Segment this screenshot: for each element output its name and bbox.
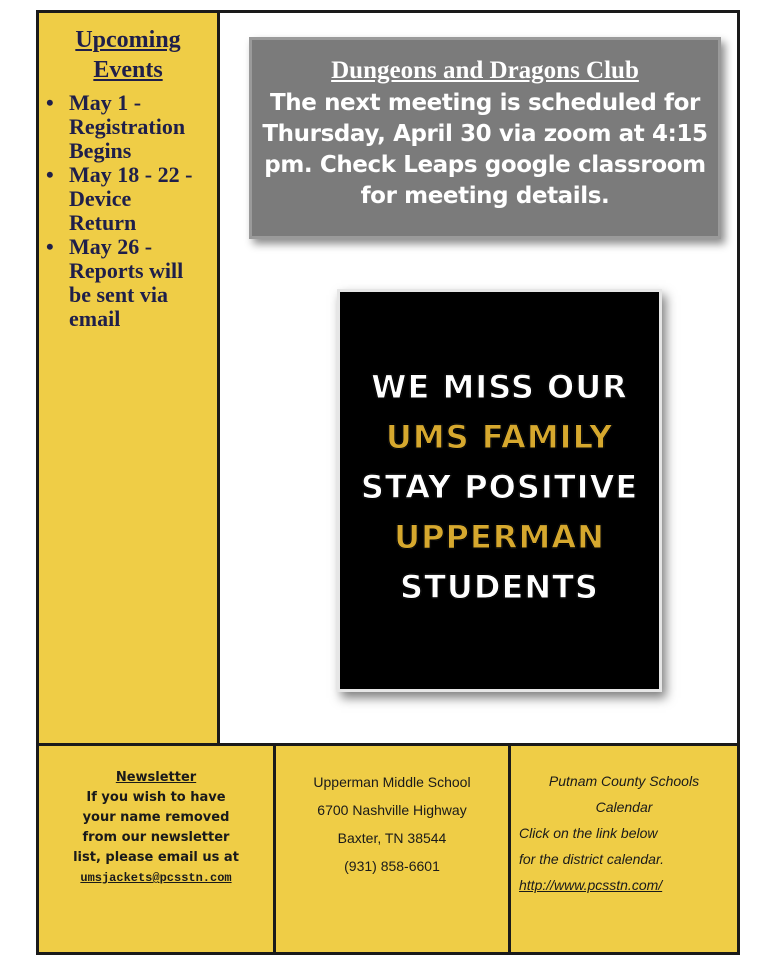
announcement-body: The next meeting is scheduled for Thursday, April 30 via zoom at 4:15 pm. Check Leaps google classroom for meeting details. — [262, 90, 708, 209]
event-line: Device — [69, 186, 132, 211]
event-line: Return — [69, 210, 137, 235]
sidebar-title-line2: Events — [93, 57, 163, 83]
event-line: Reports will — [69, 258, 184, 283]
event-item — [43, 235, 219, 331]
address-line: (931) 858-6601 — [344, 858, 440, 874]
newsletter-email-link[interactable]: umsjackets@pcsstn.com — [80, 871, 232, 885]
calendar-section — [511, 746, 737, 952]
miss-our-family-poster — [337, 289, 662, 692]
sidebar-title-line1: Upcoming — [75, 27, 181, 53]
sidebar-title — [39, 25, 217, 85]
calendar-title-line2: Calendar — [595, 799, 653, 815]
poster-line: WE MISS OUR — [371, 368, 628, 406]
newsletter-line: If you wish to have — [86, 790, 226, 805]
address-section — [276, 746, 511, 952]
address-line: 6700 Nashville Highway — [317, 802, 467, 818]
footer — [39, 743, 737, 952]
events-list — [43, 91, 219, 331]
bullet-icon: • — [46, 162, 54, 187]
newsletter-line: your name removed — [82, 810, 230, 825]
poster-line: UMS FAMILY — [385, 418, 614, 456]
newsletter-line: from our newsletter — [82, 830, 230, 845]
address-line: Upperman Middle School — [313, 774, 471, 790]
club-announcement — [249, 37, 721, 239]
event-line: May 1 - — [69, 90, 142, 115]
event-line: be sent via — [69, 282, 168, 307]
event-line: email — [69, 306, 121, 331]
newsletter-body — [45, 788, 267, 888]
poster-line: STAY POSITIVE — [360, 468, 639, 506]
event-line: May 26 - — [69, 234, 153, 259]
newsletter-line: list, please email us at — [73, 850, 239, 865]
announcement-title: Dungeons and Dragons Club — [331, 57, 639, 84]
calendar-info — [511, 768, 737, 898]
calendar-title-line1: Putnam County Schools — [548, 773, 700, 789]
bullet-icon: • — [46, 90, 54, 115]
event-line: Registration — [69, 114, 186, 139]
event-item — [43, 91, 219, 163]
poster-line: UPPERMAN — [394, 518, 605, 556]
calendar-link[interactable]: http://www.pcsstn.com/ — [519, 877, 663, 893]
event-item — [43, 163, 219, 235]
calendar-line: Click on the link below — [519, 825, 658, 841]
calendar-line: for the district calendar. — [519, 851, 664, 867]
event-line: Begins — [69, 138, 132, 163]
upcoming-events-sidebar — [39, 13, 220, 743]
newsletter-section — [39, 746, 276, 952]
address-line: Baxter, TN 38544 — [337, 830, 447, 846]
bullet-icon: • — [46, 234, 54, 259]
school-address — [276, 768, 508, 880]
newsletter-title: Newsletter — [115, 770, 197, 785]
event-line: May 18 - 22 - — [69, 162, 193, 187]
poster-line: STUDENTS — [400, 568, 599, 606]
